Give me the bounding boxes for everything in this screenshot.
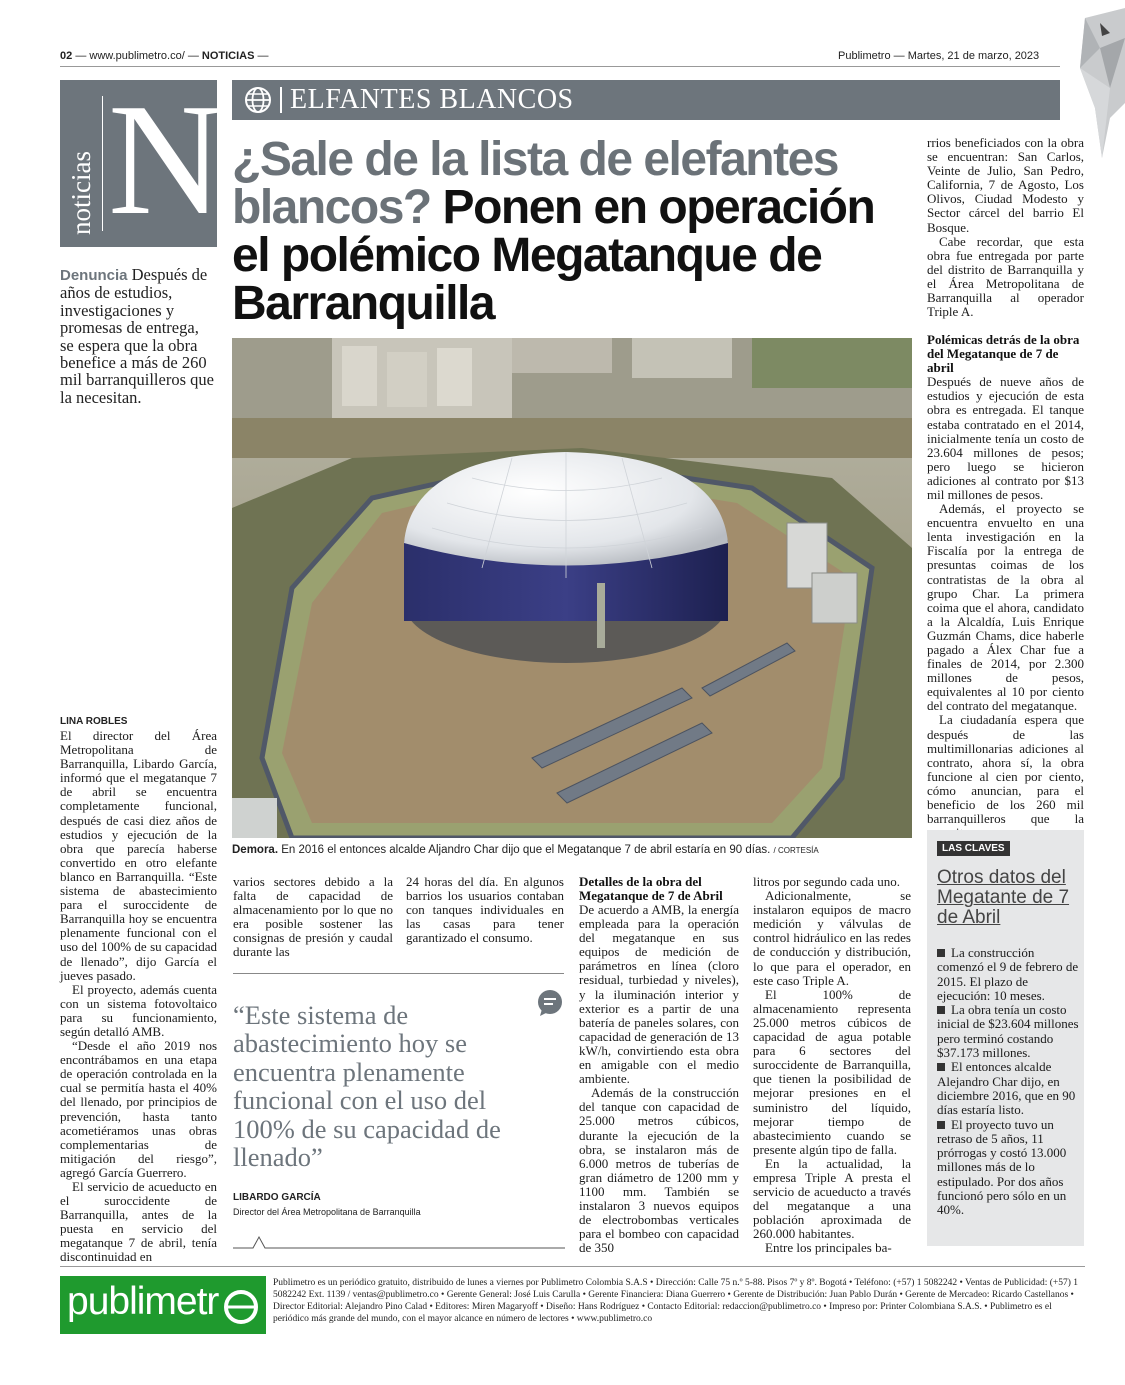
col1-para-4: El servicio de acueducto en el suroccidente de Barranquilla, antes de la puesta en servicio del megatanque 7 de abril, tenía discontinuidad en [60, 1179, 217, 1265]
col1-para-3: “Desde el año 2019 nos encontrábamos en una etapa de operación controlada en la cual se permitía hasta el 40% del llenado, por principios de prevención, hasta tanto acometiéramos unas obras complementarias de mitigación del riesgo”, agregó García Guerrero. [60, 1038, 217, 1180]
headline-question: ¿Sale de la lista de elefantes blancos? [232, 133, 838, 234]
pull-quote: “Este sistema de abastecimiento hoy se encuentra plenamente funcional con el uso del 100% de su capacidad de llenado” [233, 1000, 501, 1173]
col1-para-1: El director del Área Metropolitana de Barranquilla, Libardo García, informó que el megatanque 7 de abril se encuentra completamente funcional, después de casi diez años de estudios y ejecución de la obra que parecía haberse convertido en otro elefante blanco en Barranquilla. “Este sistema de abastecimiento para el suroccidente de Barranquilla hoy se encuentra plenamente funcional con el uso del 100% de su capacidad de llenado”, dijo García el jueves pasado. [60, 728, 217, 983]
col4-para-1: De acuerdo a AMB, la energía empleada para la operación del megatanque en sus equipos de medición de parámetros en línea (cloro residual, turbiedad y niveles), y la iluminación interior y exterior es a partir de una batería de paneles solares, con capacidad de generación de 13 kW/h, convirtiendo esta obra en amigable con el medio ambiente. [579, 902, 739, 1087]
folio-rule [60, 66, 1060, 67]
footer-rule [60, 1266, 1085, 1267]
column-5: litros por segundo cada uno. Adicionalmente, se instalaron equipos de macro medición y válvulas de control hidráulico en las redes de conducción y distribución, lo que para el operador, en este caso Triple A. El 100% de almacenamiento representa 25.000 metros cúbicos de capacidad de agua potable para 6 sectores del suroccidente de Barranquilla, que tienen la posibilidad de mejorar presiones en el suministro del líquido, mejorar tiempo de abastecimiento cuando se presente algún tipo de falla. En la actualidad, la empresa Triple A presta el servicio de acueducto a través del megatanque a una población aproximada de 260.000 habitantes. Entre los principales ba- [753, 874, 911, 1256]
headline [232, 133, 912, 330]
quote-author: LIBARDO GARCÍA [233, 1192, 321, 1203]
claves-item: El entonces alcalde Alejandro Char dijo, en diciembre 2016, que en 90 días estaría listo. [937, 1059, 1076, 1118]
publimetro-logo[interactable] [60, 1276, 266, 1334]
folio-left: 02 — www.publimetro.co/ — NOTICIAS — [60, 50, 269, 62]
quote-rule-bottom [233, 1233, 565, 1249]
caption-lead: Demora. [232, 844, 279, 856]
megatanque-photo [232, 338, 912, 838]
badge-divider [102, 96, 103, 231]
column-4 [579, 875, 739, 1255]
banner-label: ELFANTES BLANCOS [290, 84, 574, 115]
col4-para-2: Además de la construcción del tanque con capacidad de 25.000 metros cúbicos, durante la ejecución de la obra, se instalaron más de 6.000 metros de tuberías de gran diámetro de 1200 mm y 1100 mm. También se instalaron 3 nuevos equipos de electrobombas verticales para el bombeo con capacidad de 350 [579, 1085, 739, 1256]
logo-text: publimetr [67, 1280, 219, 1323]
quote-role: Director del Área Metropolitana de Barranquilla [233, 1207, 421, 1217]
byline: LINA ROBLES [60, 716, 128, 727]
globe-logo-icon [223, 1289, 259, 1325]
quote-rule-top [233, 973, 564, 974]
headline-main: Ponen en operación el polémico Megatanque de Barranquilla [232, 181, 875, 330]
deck-text: Después de años de estudios, investigaciones y promesas de entrega, se espera que la obra benefice a más de 260 mil barranquilleros que la necesitan. [60, 265, 214, 407]
badge-word: noticias [66, 151, 96, 235]
claves-item: La construcción comenzó el 9 de febrero de 2015. El plazo de ejecución: 10 meses. [937, 945, 1079, 1003]
right-column: rrios beneficiados con la obra se encuentran: San Carlos, Veinte de Julio, San Pedro, California, 7 de Agosto, Los Olivos, Ciudad Modesto y Sector cárcel del barrio El Bosque. Cabe recordar, que esta obra fue entregada por parte del distrito de Barranquilla y el Área Metropolitana de Barranquilla al operador Triple A. Polémicas detrás de la obra del Megatanque de 7 de abril Después de nueve años de estudios y ejecución de esta obra es entregada. El tanque estaba contratado en el 2014, inicialmente tenía un costo de 23.604 millones de pesos; pero luego se hicieron adiciones al contrato por $13 mil millones de pesos. Además, el proyecto se encuentra envuelto en una lenta investigación en la Fiscalía por la entrega de presuntas coimas de los contratistas de la obra al grupo Char. La primera coima que el ahora, candidato a la Alcaldía, Luis Enrique Guzmán Chams, dice haberle pagado a Álex Char fue a finales de 2014, por 2.300 millones de pesos, equivalentes al 10 por ciento del contrato del megatanque. La ciudadanía espera que después de las multimillonarias adiciones al contrato, ahora sí, la obra funcione al cien por ciento, cómo anuncian, para el beneficio de los 260 mil barranquilleros que la [927, 135, 1084, 827]
badge-letter: N [108, 70, 224, 248]
claves-box [927, 830, 1084, 1246]
claves-item: El proyecto tuvo un retraso de 5 años, 11 prórrogas y costó 13.000 millones más de lo estipulado. Por dos años funcionó pero sólo en un 40%. [937, 1116, 1067, 1218]
col1-para-2: El proyecto, además cuenta con un sistema fotovoltaico para su funcionamiento, según detalló AMB. [60, 981, 217, 1039]
globe-icon [244, 86, 272, 114]
section-badge [60, 70, 224, 248]
photo-credit: / CORTESÍA [773, 846, 819, 855]
claves-list [937, 946, 1079, 1218]
footer-text: Publimetro es un periódico gratuito, distribuido de lunes a viernes por Publimetro Colombia S.A.S • Dirección: Calle 75 n.º 5-88. Pisos 7º y 8º. Bogotá • Teléfono: (+57) 1 5082242 • Ventas de Publicidad: (+57) 1 5082242 Ext. 1139 / ventas@publimetro.co • Gerente General: José Luis Carulla • Gerente Financiera: Diana Guerrero • Gerente de Distribución: Juan Pablo Durán • Gerente de Mercadeo: Ricardo Castellanos • Director Editorial: Alejandro Pino Calad • Editores: Miren Magaryoff • Diseño: Hans Rodríguez • Contacto Editorial: redaccion@publimetro.co • Impreso por: Printer Colombiana S.A.S. • Publimetro es el periódico más grande del mundo, con el mayor alcance en número de lectores • www.publimetro.co [273, 1278, 1079, 1324]
section-banner [232, 80, 1060, 120]
right-subhead: Polémicas detrás de la obra del Megatanque de 7 de abril [927, 332, 1080, 376]
issue-date: Martes, 21 de marzo, 2023 [907, 50, 1040, 62]
deck-lead: Denuncia [60, 267, 128, 284]
col4-subhead: Detalles de la obra del Megatanque de 7 de Abril [579, 874, 723, 903]
column-2: varios sectores debido a la falta de capacidad de almacenamiento por lo que no era posible sostener las consignas de presión y caudal durante las [233, 874, 393, 960]
site-url[interactable]: www.publimetro.co/ [89, 50, 185, 62]
column-1 [60, 729, 217, 1265]
caption-text: En 2016 el entonces alcalde Aljandro Char dijo que el Megatanque 7 de abril estaría en 90 días. [281, 844, 771, 856]
section-name: NOTICIAS [201, 50, 255, 62]
photo-caption [232, 844, 912, 856]
deck [60, 266, 216, 406]
claves-item: La obra tenía un costo inicial de $23.604 millones pero terminó costando $37.173 millones. [937, 1002, 1079, 1061]
claves-tag: LAS CLAVES [937, 841, 1010, 856]
folio-right: Publimetro — Martes, 21 de marzo, 2023 [838, 50, 1040, 62]
claves-title: Otros datos del Megatante de 7 de Abril [937, 867, 1070, 928]
brand-name: Publimetro [838, 50, 891, 62]
page-number: 02 [60, 50, 73, 62]
column-3: 24 horas del día. En algunos barrios los usuarios contaban con tanques individuales en las casas para tener garantizado el consumo. [406, 874, 564, 946]
